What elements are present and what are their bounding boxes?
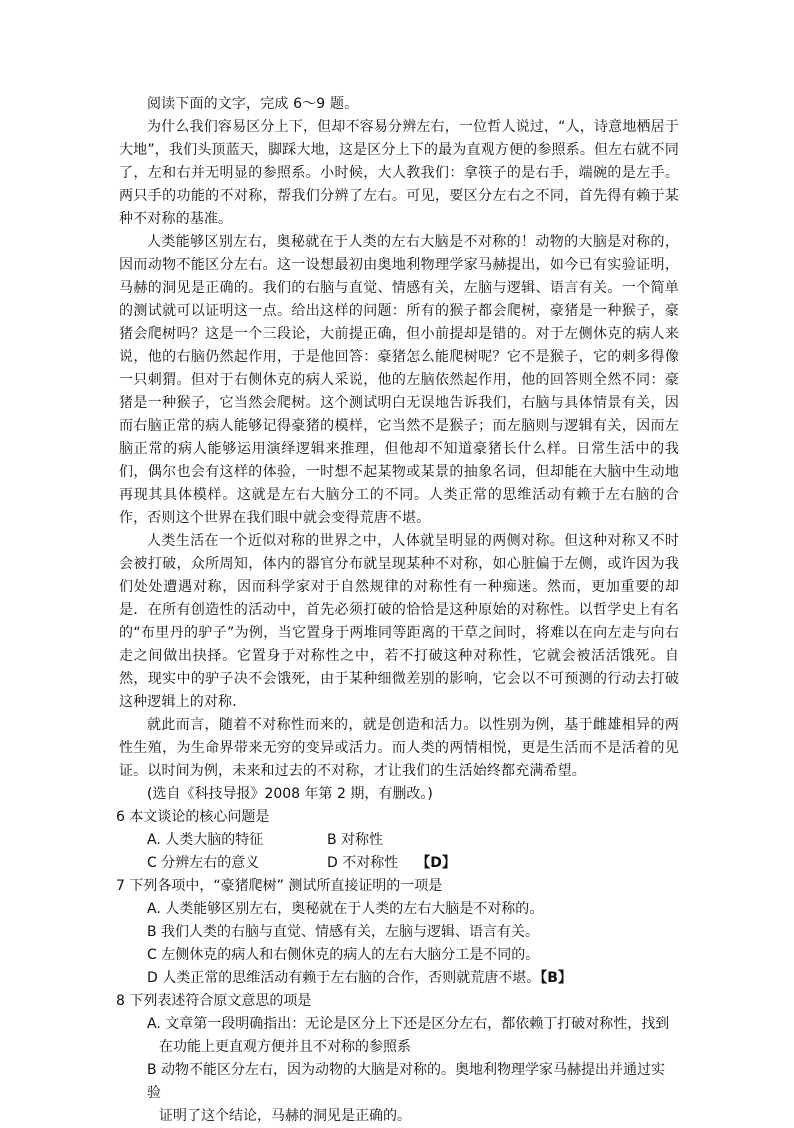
question-7 xyxy=(116,875,679,990)
option-b: B 对称性 xyxy=(327,832,384,848)
option-a: A. 人类大脑的特征 xyxy=(147,832,264,848)
option-b-line-1: B 动物不能区分左右，因为动物的大脑是对称的。奥地利物理学家马赫提出并通过实验 xyxy=(147,1062,666,1101)
question-6-options-row-1 xyxy=(119,829,679,852)
option-a-line-2: 在功能上更直观方便并且不对称的参照系 xyxy=(159,1039,411,1055)
answer-badge: 【D】 xyxy=(416,855,456,871)
paragraph-1: 为什么我们容易区分上下，但却不容易分辨左右，一位哲人说过，“人，诗意地栖居于大地”，我们头顶蓝天，脚踩大地，这是区分上下的最为直观方便的参照系。但左右就不同了，左和右并无明显的参照系。小时候，大人教我们：拿筷子的是右手，端碗的是左手。两只手的功能的不对称，帮我们分辨了左右。可见，要区分左右之不同，首先得有赖于某种不对称的基准。 xyxy=(119,119,679,227)
question-7-stem: 7 下列各项中，“豪猪爬树” 测试所直接证明的一项是 xyxy=(116,878,443,894)
option-c: C 左侧休克的病人和右侧休克的病人的左右大脑分工是不同的。 xyxy=(147,947,540,963)
document-page xyxy=(116,93,679,1128)
option-c: C 分辨左右的意义 xyxy=(147,855,260,871)
question-8 xyxy=(116,990,679,1128)
question-8-stem: 8 下列表述符合原文意思的项是 xyxy=(116,993,312,1009)
option-a-line-1: A. 文章第一段明确指出：无论是区分上下还是区分左右，都依赖丁打破对称性，找到 xyxy=(147,1016,670,1032)
answer-badge: 【B】 xyxy=(540,970,572,986)
paragraph-4: 就此而言，随着不对称性而来的，就是创造和活力。以性别为例，基于雌雄相异的两性生殖，为生命界带来无穷的变异或活力。而人类的两情相悦，更是生活而不是活着的见证。以时间为例，未来和过去的不对称，才让我们的生活始终都充满希望。 xyxy=(119,717,679,779)
intro-text: 阅读下面的文字，完成 6～9 题。 xyxy=(147,96,359,112)
option-d: D 人类正常的思维活动有赖于左右脑的合作，否则就荒唐不堪。 xyxy=(147,970,541,986)
paragraph-2: 人类能够区别左右，奥秘就在于人类的左右大脑是不对称的！动物的大脑是对称的，因而动物不能区分左右。这一设想最初由奥地利物理学家马赫提出，如今已有实验证明，马赫的洞见是正确的。我们的右脑与直觉、情感有关，左脑与逻辑、语言有关。一个简单的测试就可以证明这一点。给出这样的问题：所有的猴子都会爬树，豪猪是一种猴子，豪猪会爬树吗？这是一个三段论，大前提正确，但小前提却是错的。对于左侧休克的病人来说，他的右脑仍然起作用，于是他回答：豪猪怎么能爬树呢？它不是猴子，它的刺多得像一只刺猬。但对于右侧休克的病人采说，他的左脑依然起作用，他的回答则全然不同：豪猪是一种猴子，它当然会爬树。这个测试明白无误地告诉我们，右脑与具体情景有关，因而右脑正常的病人能够记得豪猪的模样，它当然不是猴子；而左脑则与逻辑有关，因而左脑正常的病人能够运用演绎逻辑来推理，但他却不知道豪猪长什么样。日常生活中的我们，偶尔也会有这样的体验，一时想不起某物或某景的抽象名词，但却能在大脑中生动地再现其具体模样。这就是左右大脑分工的不同。人类正常的思维活动有赖于左右脑的合作，否则这个世界在我们眼中就会变得荒唐不堪。 xyxy=(119,234,679,526)
question-7-option-d-row xyxy=(119,967,679,990)
question-6-stem: 6 本文谈论的核心问题是 xyxy=(116,809,270,825)
option-a: A. 人类能够区别左右，奥秘就在于人类的左右大脑是不对称的。 xyxy=(147,901,544,917)
source-citation: (选自《科技导报》2008 年第 2 期，有删改。) xyxy=(147,786,433,802)
question-6-options-row-2 xyxy=(119,852,679,875)
question-6 xyxy=(0,806,679,875)
paragraph-3: 人类生活在一个近似对称的世界之中，人体就呈明显的两侧对称。但这种对称又不时会被打破，众所周知，体内的器官分布就呈现某种不对称，如心脏偏于左侧，或许因为我们处处遭遇对称，因而科学家对于自然规律的对称性有一种痴迷。然而，更加重要的却是．在所有创造性的活动中，首先必须打破的恰恰是这种原始的对称性。以哲学史上有名的“布里丹的驴子”为例，当它置身于两堆同等距离的干草之间时，将难以在向左走与向右走之间做出抉择。它置身于对称性之中，若不打破这种对称性，它就会被活活饿死。自然，现实中的驴子决不会饿死，由于某种细微差别的影响，它会以不可预测的行动去打破这种逻辑上的对称． xyxy=(119,533,679,710)
option-d: D 不对称性 xyxy=(327,855,399,871)
option-b-line-2: 证明了这个结论，马赫的洞见是正确的。 xyxy=(159,1108,411,1124)
option-b: B 我们人类的右脑与直觉、情感有关，左脑与逻辑、语言有关。 xyxy=(147,924,540,940)
